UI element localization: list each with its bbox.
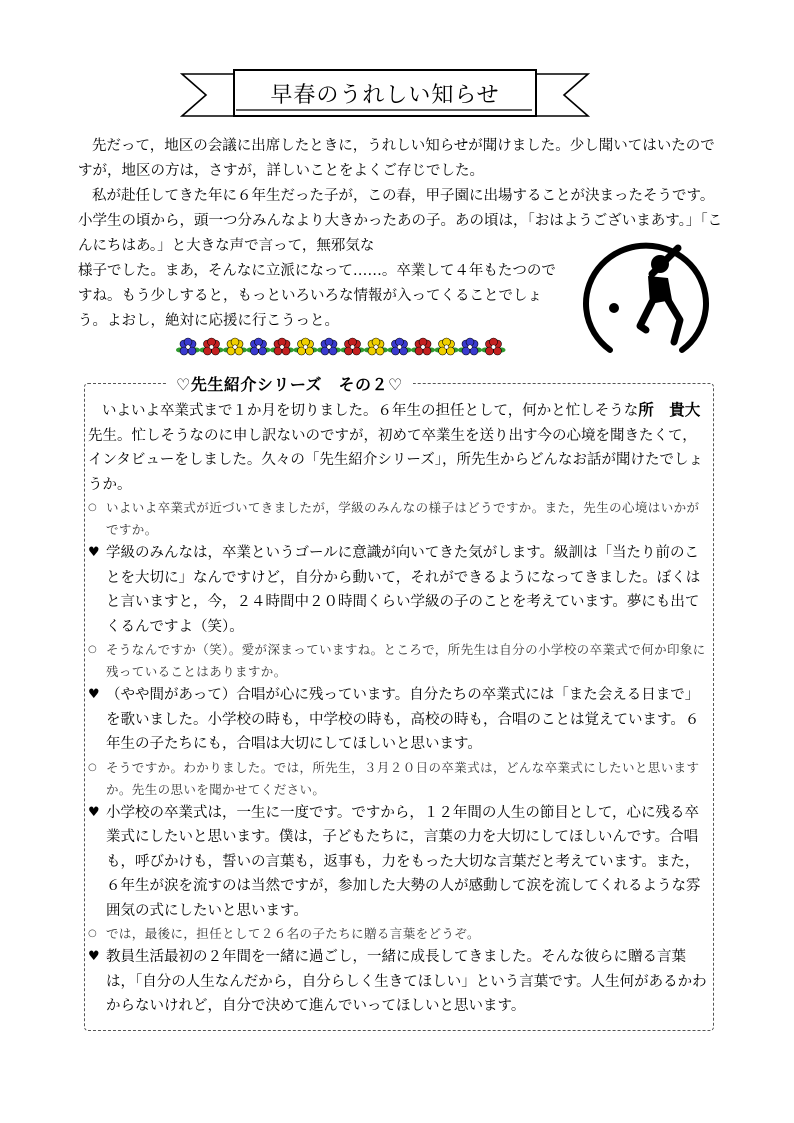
question-mark-icon: ○ (88, 928, 98, 939)
intro-paragraph-1: 先だって，地区の会議に出席したときに，うれしい知らせが聞けました。少し聞いてはいたのですが，地区の方は，さすが，詳しいことをよくご存じでした。 (78, 138, 715, 179)
question-mark-icon: ○ (88, 502, 98, 513)
title-banner (180, 60, 590, 130)
flower-divider (176, 336, 512, 358)
flower-icon (388, 338, 412, 355)
baseball-batter-icon (580, 238, 714, 364)
answer-text: 教員生活最初の２年間を一緒に過ごし，一緒に成長してきました。そんな彼らに贈る言葉は，「自分の人生なんだから，自分らしく生きてほしい」という言葉です。人生何があるかわからないけれど，自分で決めて進んでいってほしいと思います。 (106, 949, 707, 1014)
page-title: 早春のうれしい知らせ (270, 82, 500, 108)
flower-icon (294, 338, 318, 355)
heart-icon: ♥ (88, 545, 100, 560)
question-item (88, 923, 708, 945)
flower-icon (458, 338, 482, 355)
heart-icon: ♥ (88, 949, 100, 964)
answer-text: 小学校の卒業式は，一生に一度です。ですから，１２年間の人生の節目として，心に残る卒業式にしたいと思います。僕は，子どもたちに，言葉の力を大切にしてほしいんです。合唱も，呼びかけも，誓いの言葉も，返事も，力をもった大切な言葉だと考えています。また，６年生が涙を流すのは当然ですが，参加した大勢の人が感動して涙を流してくれるような雰囲気の式にしたいと思います。 (106, 804, 701, 919)
flower-icon (247, 338, 271, 355)
question-item (88, 757, 708, 801)
lead-text-after: 先生。忙しそうなのに申し訳ないのですが，初めて卒業生を送り出す今の心境を聞きたくて，インタビューをしました。久々の「先生紹介シリーズ」，所先生からどんなお話が聞けたでしょうか。 (88, 427, 703, 493)
interview-title: ♡先生紹介シリーズ その２♡ (166, 372, 413, 395)
question-mark-icon: ○ (88, 761, 98, 773)
answer-item (88, 801, 708, 924)
interview-lead (88, 398, 708, 497)
question-text: そうなんですか（笑）。愛が深まっていますね。ところで，所先生は自分の小学校の卒業式で何か印象に残っていることはありますか。 (106, 642, 706, 679)
heart-icon: ♥ (88, 687, 100, 702)
flower-icon (200, 338, 224, 355)
question-mark-icon: ○ (88, 644, 98, 655)
flower-icon (411, 338, 435, 355)
question-item (88, 639, 708, 683)
answer-text: （やや間があって）合唱が心に残っています。自分たちの卒業式には「また会える日まで」を歌いました。小学校の時も，中学校の時も，高校の時も，合唱のことは覚えています。６年生の子たちにも，合唱は大切にしてほしいと思います。 (106, 687, 700, 752)
question-item (88, 497, 708, 541)
intro-paragraph-2-continued: 様子でした。まあ，そんなに立派になって……。卒業して４年もたつのですね。もう少しすると，もっといろいろな情報が入ってくることでしょう。よおし，絶対に応援に行こうっと。 (78, 263, 556, 329)
intro-paragraph-2: 私が赴任してきた年に６年生だった子が，この春，甲子園に出場することが決まったそうです。小学生の頃から，頭一つ分みんなより大きかったあの子。あの頃は，「おはようございまあす。」「こんにちはあ。」と大きな声で言って，無邪気な (78, 188, 723, 254)
answer-text: 学級のみんなは，卒業というゴールに意識が向いてきた気がします。級訓は「当たり前のことを大切に」なんですけど，自分から動いて，それができるようになってきました。ぼくはと言いますと，今，２４時間中２０時間くらい学級の子のことを考えています。夢にも出てくるんですよ（笑）。 (106, 545, 701, 635)
flower-icon (364, 338, 388, 355)
interview-body (88, 398, 708, 1019)
answer-item (88, 683, 708, 757)
flower-icon (176, 338, 200, 355)
answer-item (88, 945, 708, 1019)
question-text: では，最後に，担任として２６名の子たちに贈る言葉をどうぞ。 (106, 926, 480, 941)
question-text: そうですか。わかりました。では，所先生，３月２０日の卒業式は，どんな卒業式にしたいと思いますか。先生の思いを聞かせてください。 (106, 759, 700, 797)
heart-icon: ♥ (88, 804, 100, 820)
flower-icon (317, 338, 341, 355)
flower-icon (341, 338, 365, 355)
teacher-name: 所 貴大 (638, 401, 701, 419)
question-text: いよいよ卒業式が近づいてきましたが，学級のみんなの様子はどうですか。また，先生の心境はいかがですか。 (106, 500, 700, 537)
flower-icon (482, 338, 506, 355)
answer-item (88, 541, 708, 639)
lead-text-before: いよいよ卒業式まで１か月を切りました。６年生の担任として，何かと忙しそうな (102, 403, 639, 419)
flower-icon (270, 338, 294, 355)
flower-icon (435, 338, 459, 355)
flower-icon (223, 338, 247, 355)
